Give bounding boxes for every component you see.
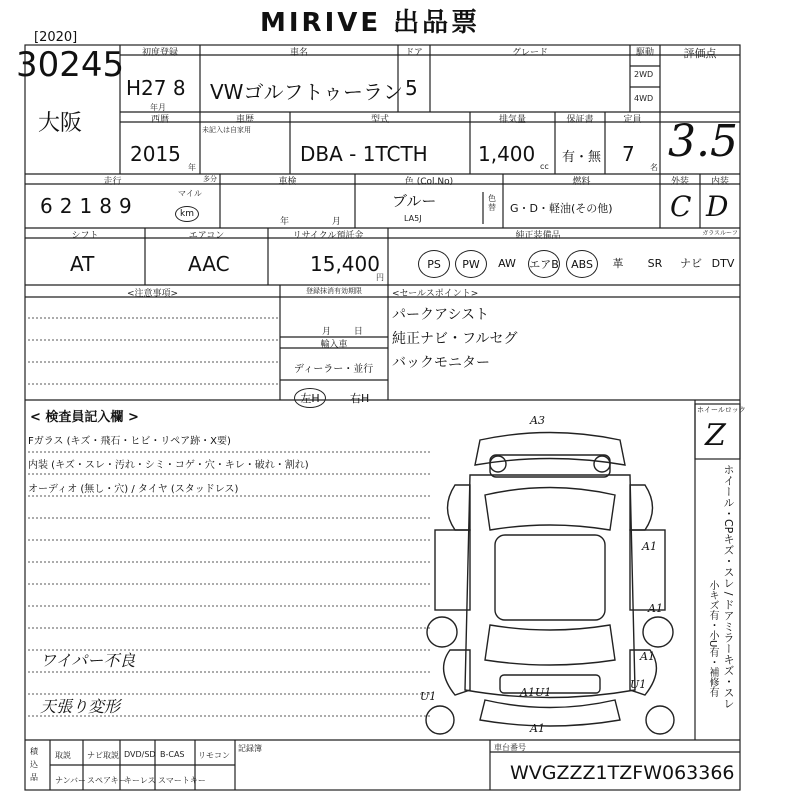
equipment-item: ABS <box>566 250 598 278</box>
footer-side-label: 積込品 <box>30 747 38 782</box>
equipment-item: DTV <box>711 256 735 270</box>
shaken-unit: 年 月 <box>280 217 341 227</box>
car-name: VWゴルフトゥーラン <box>210 80 403 104</box>
footer-item-1: 取説 <box>55 751 71 760</box>
score-value: 3.5 <box>668 116 738 167</box>
color-change-label: 色替 <box>488 194 496 212</box>
meter-label: 多分 <box>203 175 217 183</box>
side-text-1: ホイール・CPキズ・スレ / ドアミラーキズ・スレ <box>722 464 735 710</box>
inspection-line-3: オーディオ (無し・穴) / タイヤ (スタッドレス) <box>28 484 239 495</box>
footer-item-9: キーレス <box>124 776 156 785</box>
handle-right: 右H <box>350 392 370 405</box>
mileage-digit: 2 <box>59 194 80 218</box>
shift-value: AT <box>70 252 95 276</box>
mark-a1-right-1: A1 <box>642 540 657 553</box>
disp-unit: cc <box>540 162 549 171</box>
vin-value: WVGZZZ1TZFW063366 <box>510 762 735 784</box>
seats-label: 定員 <box>623 115 642 125</box>
history-note: 未記入は自家用 <box>202 126 251 134</box>
mark-a1-right-2: A1 <box>648 602 663 615</box>
year-tag: [2020] <box>34 30 78 45</box>
shaken-label: 車検 <box>278 177 297 187</box>
caution-label: <注意事項> <box>126 289 179 299</box>
location: 大阪 <box>38 111 83 136</box>
mileage-digit: 8 <box>99 194 119 218</box>
footer-item-4: B-CAS <box>160 750 185 759</box>
int-label: 内装 <box>710 177 729 187</box>
inspection-line-2: 内装 (キズ・スレ・汚れ・シミ・コゲ・穴・キレ・破れ・割れ) <box>28 460 309 471</box>
door-value: 5 <box>405 76 418 100</box>
equipment-item: AW <box>498 256 516 270</box>
inspection-title: < 検査員記入欄 > <box>30 410 139 425</box>
recycle-unit: 円 <box>376 273 384 282</box>
equipment-item: エアB <box>528 250 560 278</box>
inspection-line-1: Fガラス (キズ・飛石・ヒビ・リペア跡・X要) <box>28 436 231 447</box>
reg-expiry-label: 登録抹消有効期限 <box>306 287 362 295</box>
glass-label: ガラスルーフ <box>702 230 738 237</box>
mileage-digit: 9 <box>118 194 139 218</box>
mark-u1-right: U1 <box>630 678 647 691</box>
ac-label: エアコン <box>188 231 225 241</box>
seats-unit: 名 <box>650 163 658 172</box>
handwritten-note-1: ワイパー不良 <box>40 651 136 670</box>
equipment-item: ナビ <box>680 257 702 270</box>
ext-label: 外装 <box>670 177 689 187</box>
footer-item-3: DVD/SD <box>124 750 156 759</box>
drive-label: 駆動 <box>635 48 654 58</box>
score-label: 評価点 <box>683 47 717 60</box>
disp-label: 排気量 <box>498 115 526 125</box>
reg-expiry-unit: 月 日 <box>322 327 363 337</box>
int-value: D <box>706 190 729 223</box>
warranty-value: 有・無 <box>562 150 602 165</box>
disp-value: 1,400 <box>478 142 536 166</box>
ac-value: AAC <box>188 252 230 276</box>
model-value: DBA - 1TCTH <box>300 142 428 166</box>
mileage-digits <box>40 194 139 218</box>
ext-value: C <box>670 190 692 223</box>
mark-a1-right-3: A1 <box>640 650 655 663</box>
equip-label: 純正装備品 <box>515 231 561 241</box>
year-value: 2015 <box>130 142 181 166</box>
lot-number: 30245 <box>16 45 125 85</box>
history-label: 車歴 <box>235 115 254 125</box>
import-label: 輸入車 <box>320 340 348 350</box>
color-value: ブルー <box>392 192 437 210</box>
import-value: ディーラー・並行 <box>294 364 374 375</box>
equipment-item: PS <box>418 250 450 278</box>
mileage-km: km <box>175 206 199 222</box>
color-label: 色 (Col.No) <box>404 177 454 187</box>
sales-point-2: 純正ナビ・フルセグ <box>392 331 518 347</box>
equipment-item: 革 <box>612 257 624 270</box>
model-label: 型式 <box>370 115 389 125</box>
mileage-digit: 1 <box>79 194 100 218</box>
recycle-label: リサイクル預託金 <box>292 231 364 241</box>
fuel-value: G・D・軽油(その他) <box>510 202 613 215</box>
seats-value: 7 <box>622 142 635 166</box>
fuel-label: 燃料 <box>572 177 591 187</box>
mark-u1-left: U1 <box>420 690 437 703</box>
side-text-2: 小キズ有・小U有・補修有 <box>707 580 718 698</box>
name-label: 車名 <box>289 48 308 58</box>
drive-4wd: 4WD <box>634 94 654 103</box>
mileage-digit: 6 <box>40 194 60 218</box>
footer-item-5: リモコン <box>198 751 230 760</box>
year-label: 西暦 <box>150 115 169 125</box>
year-unit: 年 <box>188 163 196 172</box>
drive-2wd: 2WD <box>634 70 654 79</box>
warranty-label: 保証書 <box>566 115 594 125</box>
mark-a3: A3 <box>530 414 545 427</box>
sales-label: <セールスポイント> <box>392 289 479 299</box>
footer-item-7: ナンバー <box>55 776 87 785</box>
footer-item-8: スペアキー <box>87 776 127 785</box>
equipment-item: PW <box>455 250 487 278</box>
recycle-value: 15,400 <box>310 252 380 276</box>
footer-item-2: ナビ取説 <box>87 751 119 760</box>
mileage-mile: マイル <box>178 189 202 198</box>
mark-a1-bottom: A1 <box>530 722 545 735</box>
door-label: ドア <box>405 48 423 58</box>
mark-a1u1: A1U1 <box>520 686 552 699</box>
footer-item-6: 記録簿 <box>238 744 262 753</box>
wheel-lock-label: ホイールロック <box>697 406 746 414</box>
equipment-item: SR <box>647 256 663 270</box>
vin-label: 車台番号 <box>494 743 526 752</box>
shift-label: シフト <box>71 231 99 241</box>
handle-left: 左H <box>294 388 326 408</box>
form-title: MIRIVE 出品票 <box>260 8 481 38</box>
reg-sub: 年月 <box>150 103 166 112</box>
footer-item-10: スマートキー <box>158 776 206 785</box>
reg-label: 初度登録 <box>141 48 178 58</box>
wheel-lock-value: Z <box>705 418 726 453</box>
sales-point-3: バックモニター <box>392 355 490 371</box>
grade-label: グレード <box>511 48 548 58</box>
reg-value: H27 8 <box>126 76 186 100</box>
sales-point-1: パークアシスト <box>392 307 490 323</box>
color-code: LA5J <box>404 214 422 223</box>
mileage-label: 走行 <box>103 177 122 187</box>
handwritten-note-2: 天張り変形 <box>40 697 121 716</box>
